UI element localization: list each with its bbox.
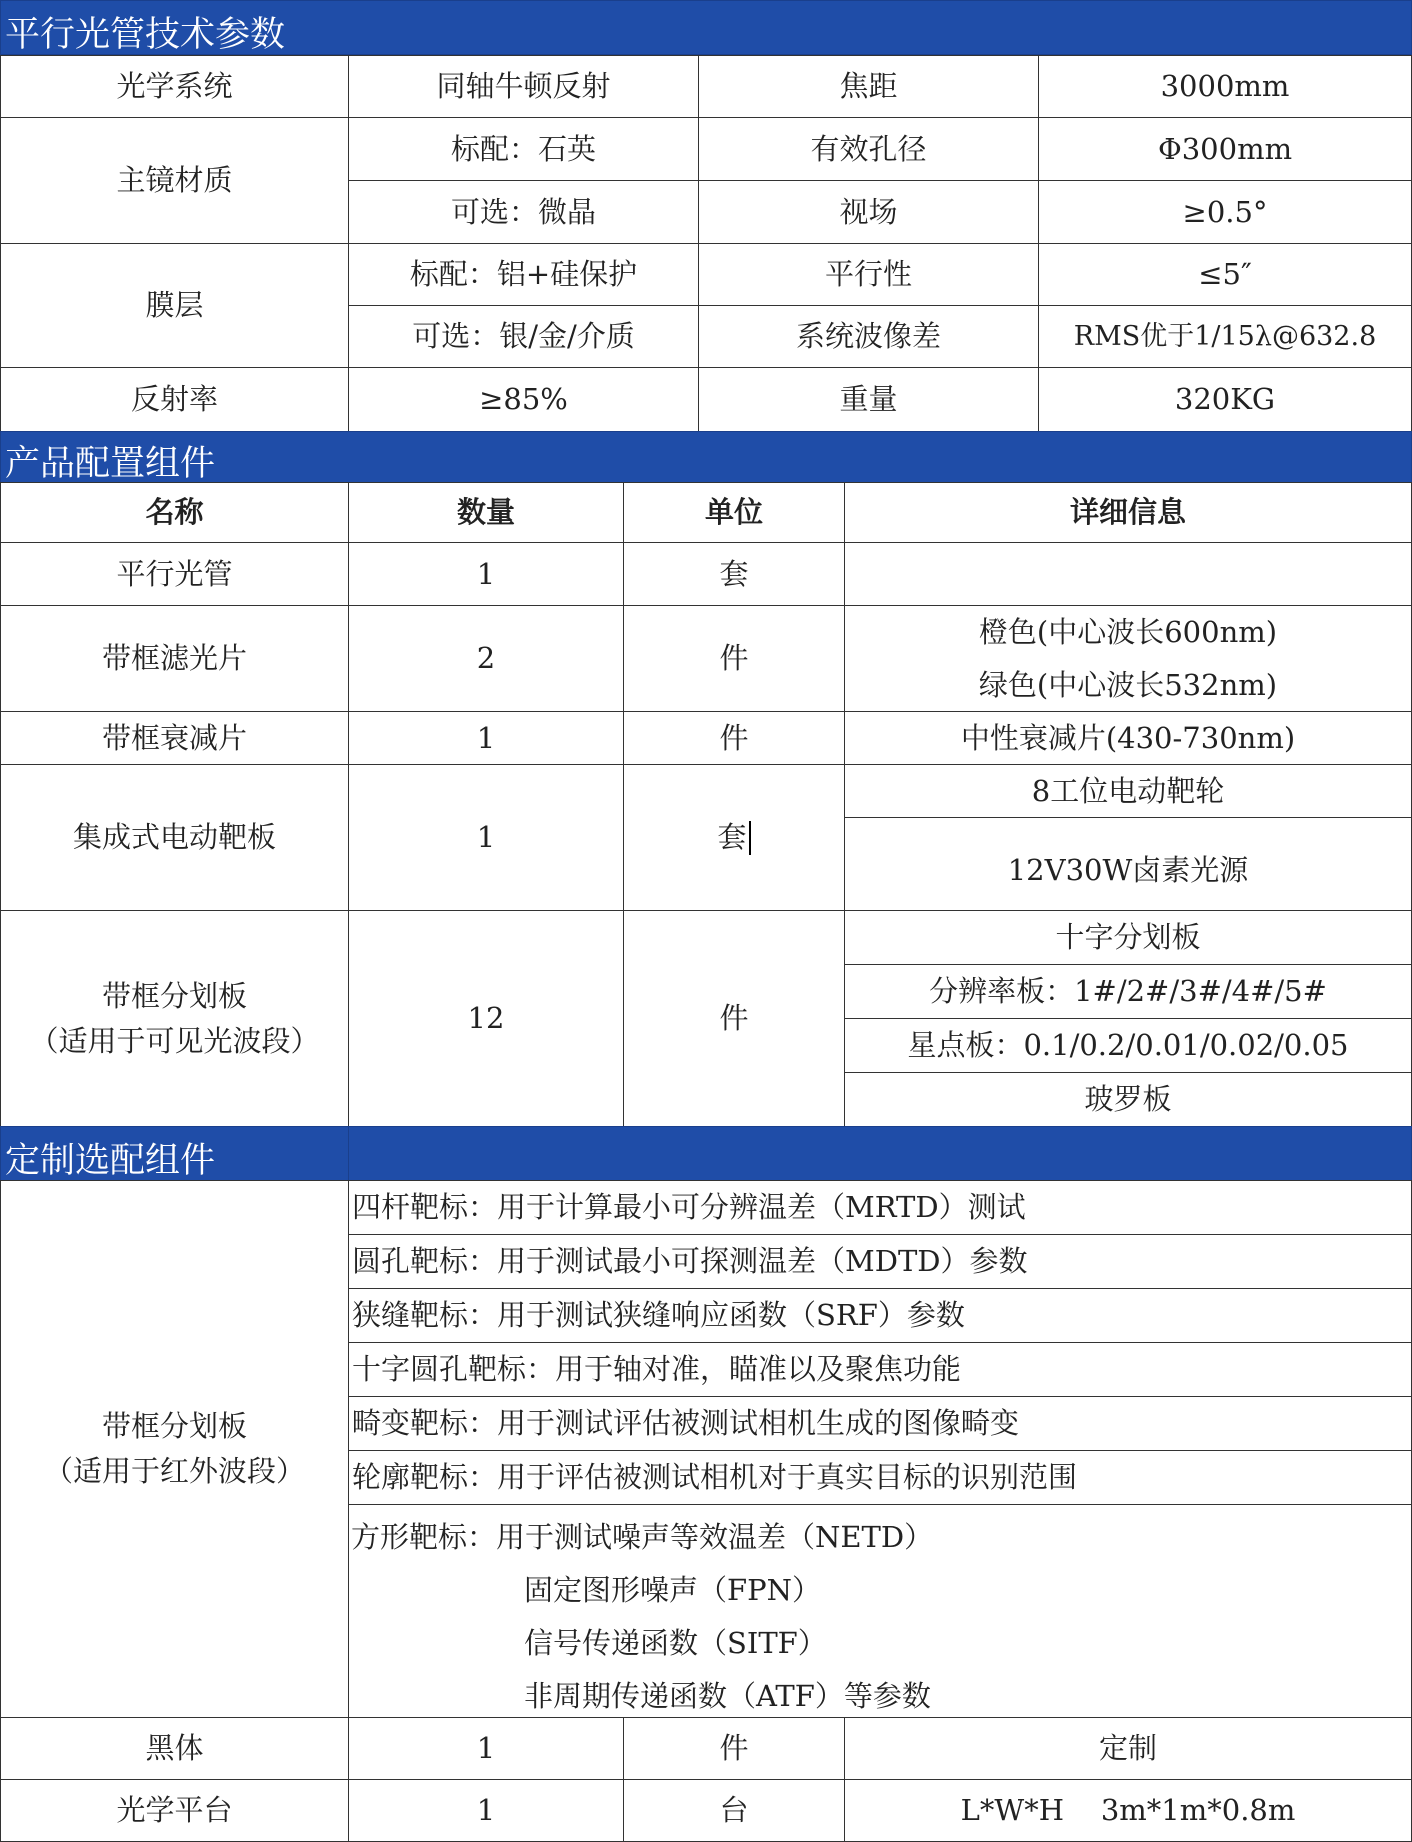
fov-label: 视场: [698, 180, 1039, 244]
aperture-label: 有效孔径: [698, 117, 1039, 181]
focal-length-value: 3000mm: [1038, 55, 1412, 118]
coating-standard: 标配：铝+硅保护: [348, 243, 699, 306]
config-row-name: 平行光管: [0, 542, 349, 606]
weight-value: 320KG: [1038, 367, 1412, 432]
col-header-unit: 单位: [623, 482, 845, 543]
custom-row-qty: 1: [348, 1779, 624, 1842]
config-row-details: 8工位电动靶轮: [844, 764, 1412, 818]
config-row-unit: 件: [623, 711, 845, 765]
coating-optional: 可选：银/金/介质: [348, 305, 699, 368]
config-row-details: [844, 542, 1412, 606]
section-header-params: [0, 0, 1412, 55]
config-row-qty: 1: [348, 764, 624, 911]
name-line: （适用于可见光波段）: [29, 1023, 320, 1058]
config-row-details: [844, 605, 1412, 712]
col-header-qty: 数量: [348, 482, 624, 543]
custom-row-name: 黑体: [0, 1717, 349, 1780]
section-title: 定制选配组件: [5, 1140, 216, 1181]
section-header-custom: [0, 1126, 349, 1181]
ir-target-item: 四杆靶标：用于计算最小可分辨温差（MRTD）测试: [348, 1180, 1412, 1235]
config-row-qty: 1: [348, 711, 624, 765]
config-row-unit: 件: [623, 910, 845, 1127]
square-target-line: 固定图形噪声（FPN）: [524, 1572, 822, 1607]
section-header-fill: [348, 1126, 1412, 1181]
aperture-value: Φ300mm: [1038, 117, 1412, 181]
section-header-config: [0, 431, 1412, 483]
parallelism-label: 平行性: [698, 243, 1039, 306]
mirror-material-label: 主镜材质: [0, 117, 349, 244]
ir-target-item: 畸变靶标：用于测试评估被测试相机生成的图像畸变: [348, 1396, 1412, 1451]
custom-row-qty: 1: [348, 1717, 624, 1780]
ir-target-item: 十字圆孔靶标：用于轴对准，瞄准以及聚焦功能: [348, 1342, 1412, 1397]
config-row-name: 带框衰减片: [0, 711, 349, 765]
config-row-unit: [623, 764, 845, 911]
ir-target-item: 圆孔靶标：用于测试最小可探测温差（MDTD）参数: [348, 1234, 1412, 1289]
wavefront-value: RMS优于1/15λ@632.8: [1038, 305, 1412, 368]
section-title: 平行光管技术参数: [5, 14, 286, 55]
name-line: 带框分划板: [101, 1409, 247, 1444]
custom-row-unit: 件: [623, 1717, 845, 1780]
square-target-line: 信号传递函数（SITF）: [524, 1625, 827, 1660]
unit-text: 套: [717, 820, 747, 855]
config-row-name: [0, 910, 349, 1127]
config-row-details: 中性衰减片(430-730nm): [844, 711, 1412, 765]
fov-value: ≥0.5°: [1038, 180, 1412, 244]
mirror-material-standard: 标配：石英: [348, 117, 699, 181]
config-row-qty: 1: [348, 542, 624, 606]
config-row-name: 集成式电动靶板: [0, 764, 349, 911]
config-row-details: 玻罗板: [844, 1072, 1412, 1127]
config-row-details: 星点板：0.1/0.2/0.01/0.02/0.05: [844, 1018, 1412, 1073]
custom-ir-name: [0, 1180, 349, 1718]
focal-length-label: 焦距: [698, 55, 1039, 118]
section-title: 产品配置组件: [5, 444, 216, 484]
wavefront-label: 系统波像差: [698, 305, 1039, 368]
custom-row-detail: L*W*H 3m*1m*0.8m: [844, 1779, 1412, 1842]
custom-row-detail: 定制: [844, 1717, 1412, 1780]
square-target-line: 方形靶标：用于测试噪声等效温差（NETD）: [351, 1519, 934, 1554]
parallelism-value: ≤5″: [1038, 243, 1412, 306]
detail-line: 橙色(中心波长600nm): [978, 615, 1278, 650]
col-header-name: 名称: [0, 482, 349, 543]
config-row-qty: 2: [348, 605, 624, 712]
ir-target-item: 轮廓靶标：用于评估被测试相机对于真实目标的识别范围: [348, 1450, 1412, 1505]
mirror-material-optional: 可选：微晶: [348, 180, 699, 244]
config-row-qty: 12: [348, 910, 624, 1127]
name-line: （适用于红外波段）: [43, 1454, 305, 1488]
reflectivity-value: ≥85%: [348, 367, 699, 432]
name-line: 带框分划板: [101, 978, 247, 1013]
custom-row-name: 光学平台: [0, 1779, 349, 1842]
optical-system-label: 光学系统: [0, 55, 349, 118]
coating-label: 膜层: [0, 243, 349, 368]
config-row-name: 带框滤光片: [0, 605, 349, 712]
ir-target-item: 狭缝靶标：用于测试狭缝响应函数（SRF）参数: [348, 1288, 1412, 1343]
custom-row-unit: 台: [623, 1779, 845, 1842]
square-target-line: 非周期传递函数（ATF）等参数: [524, 1678, 931, 1713]
config-row-unit: 套: [623, 542, 845, 606]
detail-line: 绿色(中心波长532nm): [978, 667, 1278, 702]
weight-label: 重量: [698, 367, 1039, 432]
config-row-details: 12V30W卤素光源: [844, 817, 1412, 911]
config-row-unit: 件: [623, 605, 845, 712]
text-cursor: [749, 821, 751, 855]
col-header-details: 详细信息: [844, 482, 1412, 543]
config-row-details: 分辨率板：1#/2#/3#/4#/5#: [844, 964, 1412, 1019]
optical-system-value: 同轴牛顿反射: [348, 55, 699, 118]
reflectivity-label: 反射率: [0, 367, 349, 432]
config-row-details: 十字分划板: [844, 910, 1412, 965]
